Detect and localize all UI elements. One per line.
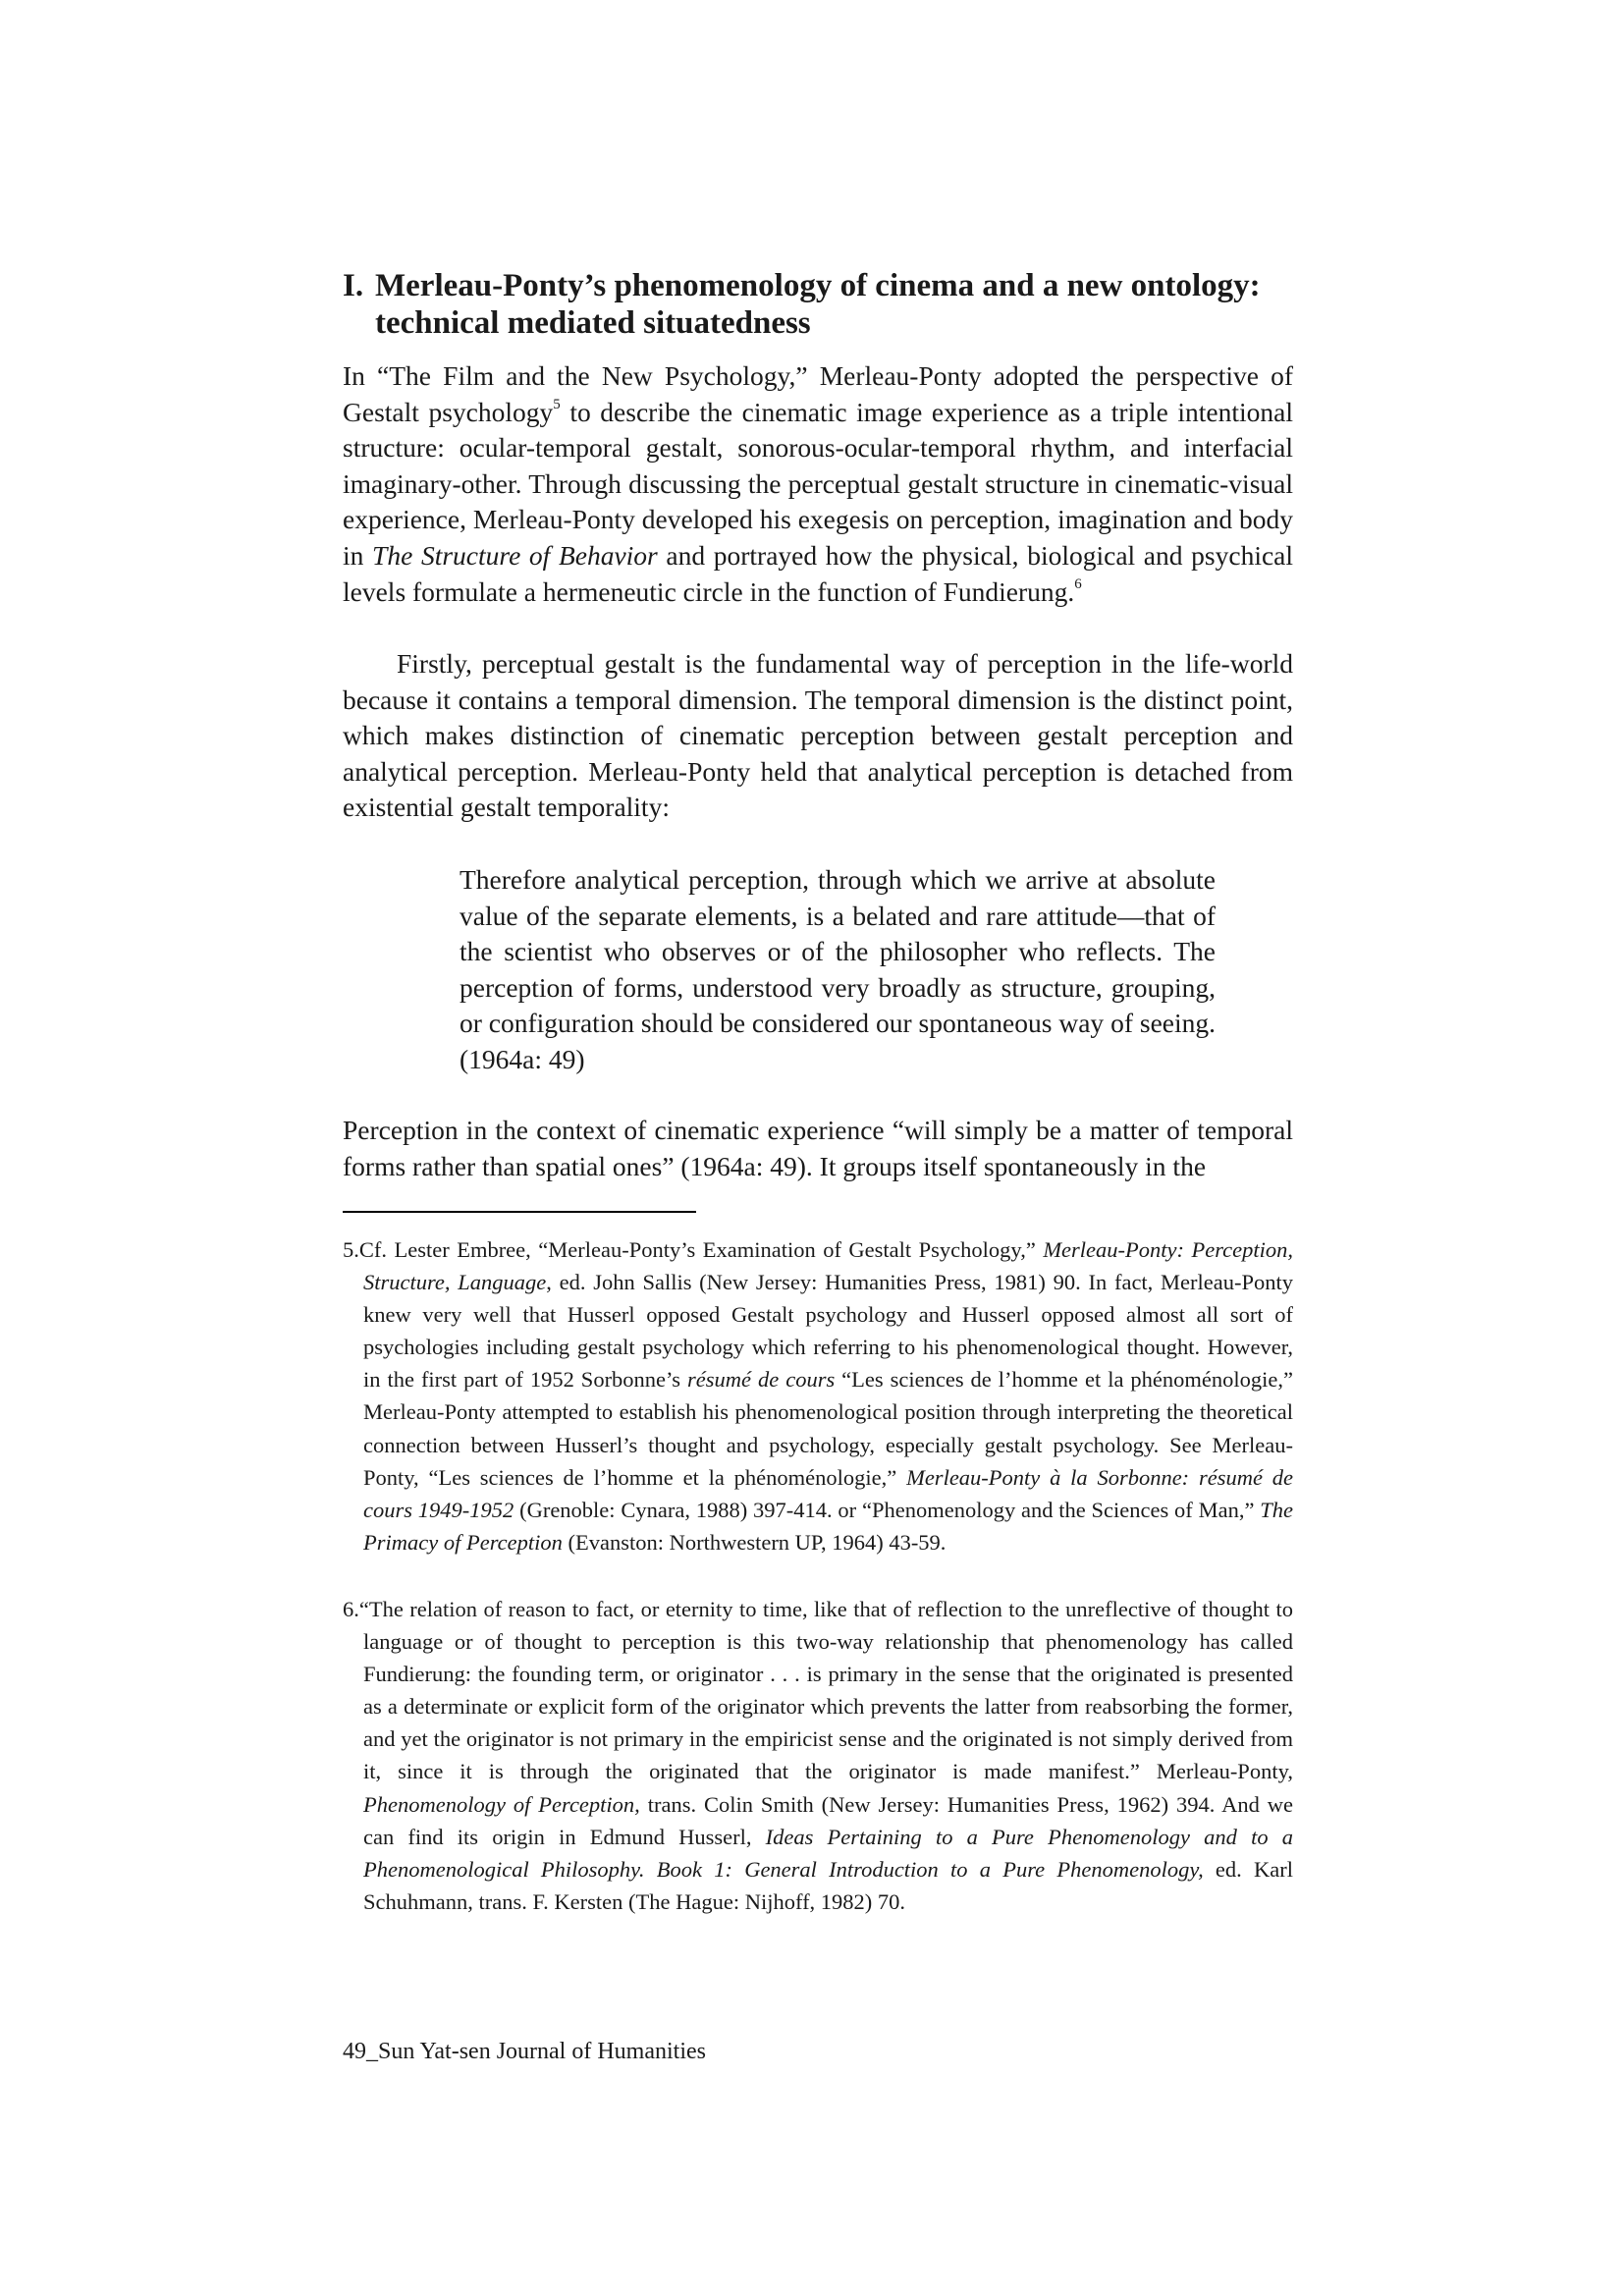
footnote-ref-5[interactable]: 5 (553, 397, 561, 413)
book-title-structure-of-behavior: The Structure of Behavior (372, 539, 658, 571)
paragraph-2: Firstly, perceptual gestalt is the fundamental way of perception in the life-world because it contains a temporal dimension. The temporal dimension is the distinct point, which makes distinction of cinematic perception between gestalt perception and analytical perception. Merleau-Ponty held that analytical perception is detached from existential gestalt temporality: (343, 648, 1293, 823)
paragraph-1 (343, 358, 1293, 610)
footnote-5-text-d: (Grenoble: Cynara, 1988) 397-414. or “Phenomenology and the Sciences of Man,” (514, 1497, 1261, 1522)
section-title-line-1: Merleau-Ponty’s phenomenology of cinema and a new ontology: (375, 268, 1261, 303)
section-title-line-2: technical mediated situatedness (375, 305, 811, 341)
footnote-separator (343, 1211, 696, 1213)
paragraph-1-text-c: and portrayed how the physical, biological and psychical levels formulate a hermeneutic circle in the function of Fundierung. (343, 539, 1294, 607)
footnote-6 (343, 1593, 1293, 1918)
footnote-5-text-b: , ed. John Sallis (New Jersey: Humanities Press, 1981) 90. In fact, Merleau-Ponty knew very well that Husserl opposed Gestalt psychology and Husserl opposed almost all sort of psychologies including gestalt psychology which referring to his phenomenological thought. However, in the first part of 1952 Sorbonne’s (363, 1270, 1293, 1393)
footnote-5-text-c: “Les sciences de l’homme et la phénoménologie,” Merleau-Ponty attempted to establish his phenomenological position through interpreting the theoretical connection between Husserl’s thought and psychology, especially gestalt psychology. See Merleau-Ponty, “Les sciences de l’homme et la phénoménologie,” (363, 1367, 1293, 1490)
section-heading (343, 267, 1293, 342)
footnote-5 (343, 1233, 1293, 1558)
footnote-6-text-a: 6.“The relation of reason to fact, or eternity to time, like that of reflection to the unreflective of thought to language or of thought to perception is this two-way relationship that phenomenology has called Fundierung: the founding term, or originator . . . is primary in the sense that the originated is presented as a determinate or explicit form of the originator which prevents the latter from reabsorbing the former, and yet the originator is not primary in the empiricist sense and the originated is not simply derived from it, since it is through the originated that the originator is made manifest.” Merleau-Ponty, (343, 1597, 1293, 1784)
page-footer: 49_Sun Yat-sen Journal of Humanities (343, 2039, 706, 2064)
footnote-5-text-e: (Evanston: Northwestern UP, 1964) 43-59. (562, 1529, 947, 1555)
footnote-6-text-b: trans. Colin Smith (New Jersey: Humanities Press, 1962) 394. And we can find its origin in Edmund Husserl, (363, 1791, 1293, 1849)
footnote-5-italic-2: résumé de cours (687, 1367, 836, 1393)
paragraph-1-text-b: to describe the cinematic image experience as a triple intentional structure: ocular-temporal gestalt, sonorous-ocular-temporal rhythm, and interfacial imaginary-other. Through discussing the perceptual gestalt structure in cinematic-visual experience, Merleau-Ponty developed his exegesis on perception, imagination and body in (343, 396, 1293, 571)
footnote-6-text-c: ed. Karl Schuhmann, trans. F. Kersten (The Hague: Nijhoff, 1982) 70. (363, 1856, 1293, 1914)
footnote-ref-6[interactable]: 6 (1074, 576, 1082, 593)
footnote-6-italic-2: Ideas Pertaining to a Pure Phenomenology and to a Phenomenological Philosophy. Book 1: General Introduction to a Pure Phenomenology, (363, 1824, 1293, 1882)
footnote-5-italic-3: Merleau-Ponty à la Sorbonne: résumé de cours 1949-1952 (363, 1464, 1294, 1522)
paragraph-1-text-a: In “The Film and the New Psychology,” Merleau-Ponty adopted the perspective of Gestalt psychology (343, 360, 1293, 427)
footnote-5-italic-1: Merleau-Ponty: Perception, Structure, Language (363, 1237, 1293, 1295)
footnote-5-text-a: 5.Cf. Lester Embree, “Merleau-Ponty’s Examination of Gestalt Psychology,” (343, 1237, 1044, 1262)
block-quote: Therefore analytical perception, through which we arrive at absolute value of the separate elements, is a belated and rare attitude—that of the scientist who observes or of the philosopher who reflects. The perception of forms, understood very broadly as structure, grouping, or configuration should be considered our spontaneous way of seeing. (1964a: 49) (460, 864, 1216, 1074)
footnote-5-italic-4: The Primacy of Perception (363, 1497, 1293, 1555)
paragraph-3: Perception in the context of cinematic experience “will simply be a matter of temporal forms rather than spatial ones” (1964a: 49). It groups itself spontaneously in the (343, 1115, 1293, 1181)
footnote-6-italic-1: Phenomenology of Perception, (363, 1791, 640, 1817)
section-number: I. (343, 268, 364, 303)
